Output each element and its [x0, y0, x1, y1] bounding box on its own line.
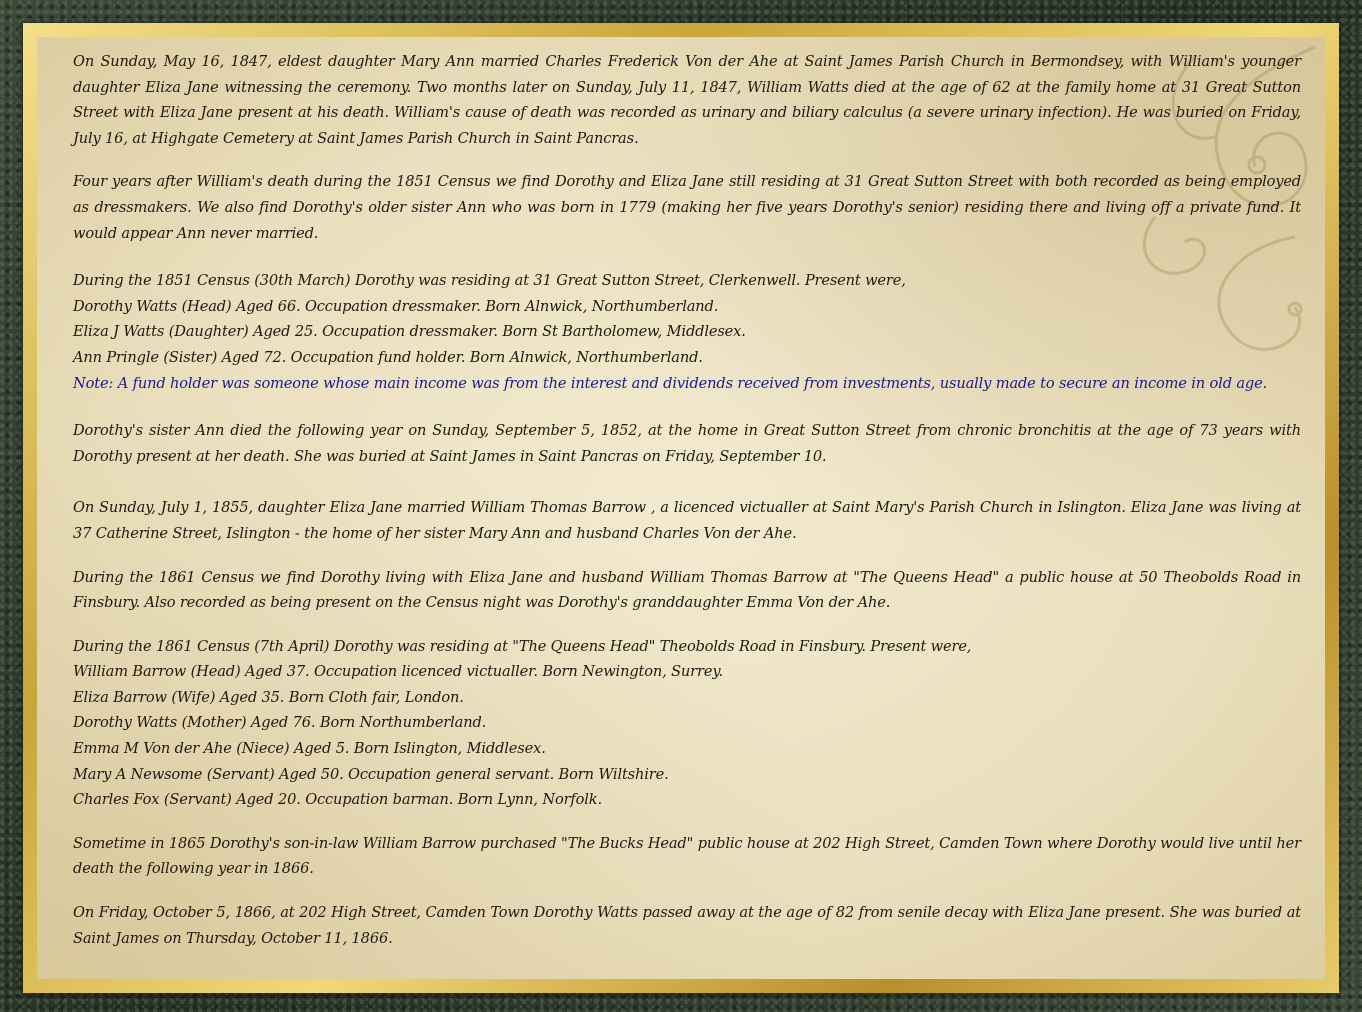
paragraph-1861-census-summary: During the 1861 Census we find Dorothy living with Eliza Jane and husband William Thomas Barrow at "The Queens Head" a public house at 50 Theobolds Road in Finsbury. Also recorded as being present on the Census night was Dorothy's granddaughter Emma Von der Ahe.	[73, 568, 1301, 612]
census-1861-entry: Mary A Newsome (Servant) Aged 50. Occupation general servant. Born Wiltshire.	[73, 765, 669, 783]
census-1851-block	[73, 268, 1301, 396]
paragraph-1851-census-summary: Four years after William's death during the 1851 Census we find Dorothy and Eliza Jane still residing at 31 Great Sutton Street with both recorded as being employed as dressmakers. We also find Dorothy's older sister Ann who was born in 1779 (making her five years Dorothy's senior) residing there and living off a private fund. It would appear Ann never married.	[73, 173, 1301, 242]
paragraph-bucks-head: Sometime in 1865 Dorothy's son-in-law William Barrow purchased "The Bucks Head" public house at 202 High Street, Camden Town where Dorothy would live until her death the following year in 1866.	[73, 834, 1301, 878]
census-1861-entry: Emma M Von der Ahe (Niece) Aged 5. Born Islington, Middlesex.	[73, 740, 546, 758]
fund-holder-note: Note: A fund holder was someone whose main income was from the interest and dividends received from investments, usually made to secure an income in old age.	[73, 374, 1268, 392]
census-1851-intro: During the 1851 Census (30th March) Dorothy was residing at 31 Great Sutton Street, Clerkenwell. Present were,	[73, 272, 906, 290]
gold-frame	[23, 23, 1339, 993]
census-1861-intro: During the 1861 Census (7th April) Dorothy was residing at "The Queens Head" Theobolds Road in Finsbury. Present were,	[73, 637, 972, 655]
paragraph-marriage-and-death: On Sunday, May 16, 1847, eldest daughter Mary Ann married Charles Frederick Von der Ahe at Saint James Parish Church in Bermondsey, with William's younger daughter Eliza Jane witnessing the ceremony. Two months later on Sunday, July 11, 1847, William Watts died at the age of 62 at the family home at 31 Great Sutton Street with Eliza Jane present at his death. William's cause of death was recorded as urinary and biliary calculus (a severe urinary infection). He was buried on Friday, July 16, at Highgate Cemetery at Saint James Parish Church in Saint Pancras.	[73, 53, 1301, 147]
paragraph-ann-death: Dorothy's sister Ann died the following year on Sunday, September 5, 1852, at the home in Great Sutton Street from chronic bronchitis at the age of 73 years with Dorothy present at her death. She was buried at Saint James in Saint Pancras on Friday, September 10.	[73, 422, 1301, 465]
census-1861-entry: William Barrow (Head) Aged 37. Occupation licenced victualler. Born Newington, Surrey.	[73, 663, 723, 681]
census-1861-entry: Charles Fox (Servant) Aged 20. Occupation barman. Born Lynn, Norfolk.	[73, 791, 602, 809]
paragraph-eliza-marriage: On Sunday, July 1, 1855, daughter Eliza Jane married William Thomas Barrow , a licenced victualler at Saint Mary's Parish Church in Islington. Eliza Jane was living at 37 Catherine Street, Islington - the home of her sister Mary Ann and husband Charles Von der Ahe.	[73, 499, 1301, 542]
census-1861-block	[73, 634, 1301, 813]
census-1851-entry: Dorothy Watts (Head) Aged 66. Occupation dressmaker. Born Alnwick, Northumberland.	[73, 297, 719, 315]
parchment-panel	[37, 37, 1325, 979]
census-1861-entry: Eliza Barrow (Wife) Aged 35. Born Cloth fair, London.	[73, 688, 464, 706]
census-1851-entry: Eliza J Watts (Daughter) Aged 25. Occupation dressmaker. Born St Bartholomew, Middlesex.	[73, 323, 746, 341]
census-1851-entry: Ann Pringle (Sister) Aged 72. Occupation fund holder. Born Alnwick, Northumberland.	[73, 348, 703, 366]
document-body	[73, 49, 1301, 951]
paragraph-dorothy-death: On Friday, October 5, 1866, at 202 High Street, Camden Town Dorothy Watts passed away at the age of 82 from senile decay with Eliza Jane present. She was buried at Saint James on Thursday, October 11, 1866.	[73, 904, 1301, 947]
census-1861-entry: Dorothy Watts (Mother) Aged 76. Born Northumberland.	[73, 714, 487, 732]
